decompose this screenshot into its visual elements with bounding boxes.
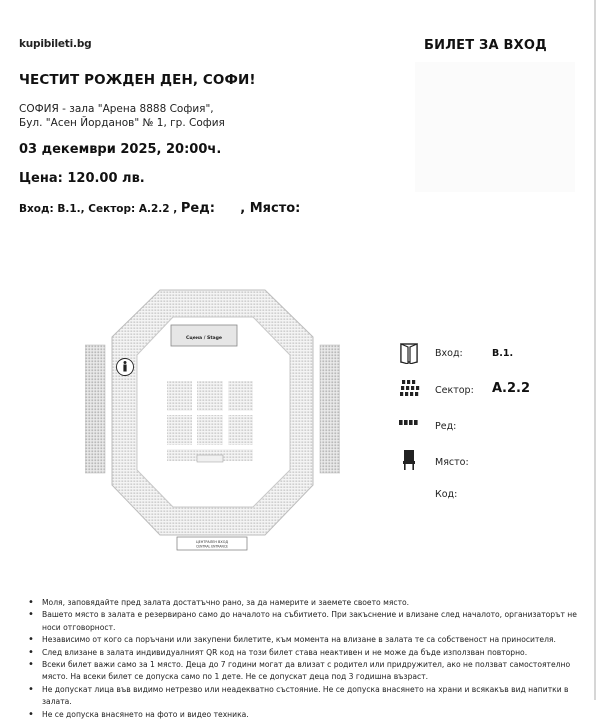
legend-seat-label: Място: <box>435 457 469 468</box>
venue-address <box>19 102 225 130</box>
brand-logo[interactable]: kupibileti.bg <box>19 38 92 50</box>
seat-info-line <box>19 201 300 216</box>
event-date: 03 декември 2025, 20:00ч. <box>19 142 222 157</box>
rule-item: • Не допускат лица във видимо нетрезво или неадекватно състояние. Не се допуска внасянето на храни и всякакъв вид напитки в залата. <box>28 684 588 709</box>
right-side-stand <box>320 345 340 473</box>
arena-seating-map <box>85 285 340 555</box>
floor-block <box>197 415 223 445</box>
ticket-title: БИЛЕТ ЗА ВХОД <box>424 38 547 53</box>
floor-block <box>228 381 253 411</box>
control-booth <box>197 455 223 462</box>
rule-item: • Независимо от кого са поръчани или закупени билетите, към момента на влизане в залата те са собственост на приносителя. <box>28 634 588 646</box>
legend-sector-value: А.2.2 <box>492 381 531 396</box>
left-side-stand <box>85 345 105 473</box>
rule-item: • Не се допуска внасянето на фото и видео техника. <box>28 709 588 721</box>
rule-item: • Вашето място в залата е резервирано само до началото на събитието. При закъснение и влизане след началото, организаторът не носи отговорност. <box>28 609 588 634</box>
chair-icon <box>398 449 420 471</box>
rule-item: • Моля, заповядайте пред залата достатъчно рано, за да намерите и заемете своето място. <box>28 597 588 609</box>
floor-block <box>167 381 192 411</box>
stage-label: Сцена / Stage <box>185 336 223 341</box>
venue-line-2: Бул. "Асен Йорданов" № 1, гр. София <box>19 117 225 129</box>
ticket-price: Цена: 120.00 лв. <box>19 171 145 186</box>
legend-code-label: Код: <box>435 489 458 500</box>
central-entrance-label-en: CENTRAL ENTRANCE <box>196 544 228 549</box>
floor-block <box>167 415 192 445</box>
ticket-rules-list <box>28 597 588 721</box>
floor-block <box>197 381 223 411</box>
event-title: ЧЕСТИТ РОЖДЕН ДЕН, СОФИ! <box>19 72 256 88</box>
seat-text: , Място: <box>240 201 301 216</box>
qr-code-area <box>415 62 575 192</box>
row-seats-icon <box>398 414 420 436</box>
rule-item: • След влизане в залата индивидуалният QR код на този билет става неактивен и не може да бъде използван повторно. <box>28 647 588 659</box>
you-are-here-marker <box>117 359 134 376</box>
legend-row-label: Ред: <box>435 421 457 432</box>
row-text: Ред: <box>180 201 215 216</box>
rule-item: • Всеки билет важи само за 1 място. Деца до 7 години могат да влизат с родител или придружител, ако не ползват самостоятелно място. На всеки билет се допуска само по 1 дете. Не се допускат деца под 3 годишна възраст. <box>28 659 588 684</box>
sector-seats-icon <box>398 378 420 400</box>
entrance-sector-text: Вход: В.1., Сектор: А.2.2 , <box>19 203 178 215</box>
legend-entrance-label: Вход: <box>435 348 463 359</box>
floor-block <box>228 415 253 445</box>
legend-sector-label: Сектор: <box>435 385 474 396</box>
door-icon <box>398 342 420 364</box>
legend-entrance-value: В.1. <box>492 348 514 359</box>
central-entrance-label: ЦЕНТРАЛЕН ВХОД <box>195 540 229 544</box>
venue-line-1: СОФИЯ - зала "Арена 8888 София", <box>19 103 214 115</box>
